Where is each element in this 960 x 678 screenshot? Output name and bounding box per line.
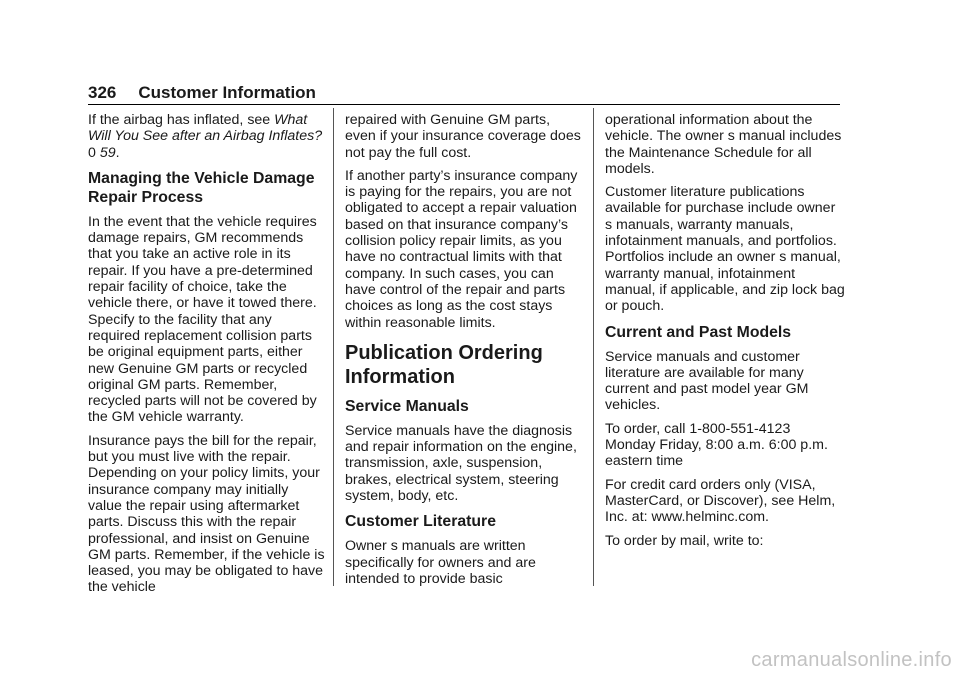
page-number: 326 xyxy=(88,83,117,102)
paragraph-insurance: Insurance pays the bill for the repair, but you must live with the repair. Depending on your policy limits, your insurance company may initially value the repair using aftermarket parts. Discuss this with the repair professional, and insist on Genuine GM parts. Remember, if the vehicle is leased, you may be obligated to have the vehicle xyxy=(88,432,325,596)
paragraph-genuine-parts: repaired with Genuine GM parts, even if your insurance coverage does not pay the full cost. xyxy=(345,112,581,161)
paragraph-order-phone: To order, call 1-800-551-4123 Monday Friday, 8:00 a.m. 6:00 p.m. eastern time xyxy=(605,420,828,470)
paragraph-service-manuals: Service manuals have the diagnosis and repair information on the engine, transmission, axle, suspension, brakes, electrical system, steering system, body, etc. xyxy=(345,422,577,505)
paragraph-another-party: If another party’s insurance company is paying for the repairs, you are not obligated to accept a repair valuation based on that insurance company’s collision policy repair limits, as you have no contractual limits with that company. In such cases, you can have control of the repair and parts choices as long as the cost stays within reasonable limits. xyxy=(345,167,578,331)
heading-publication-ordering: Publication Ordering Information xyxy=(345,341,543,388)
paragraph-literature-publications: Customer literature publications available for purchase include owner s manuals, warranty manuals, infotainment manuals, and portfolios. Portfolios include an owner s manual, warranty manual, infotainment manual, if applicable, and zip lock bag or pouch. xyxy=(605,184,845,315)
page-ref-icon: 0 xyxy=(88,144,96,161)
heading-managing-damage: Managing the Vehicle Damage Repair Process xyxy=(88,169,315,206)
column-3 xyxy=(605,112,845,556)
watermark: carmanualsonline.info xyxy=(751,649,952,671)
section-title: Customer Information xyxy=(138,83,316,102)
page-header xyxy=(88,82,840,105)
cross-reference-link[interactable]: What Will You See after an Airbag Inflates? xyxy=(88,112,323,145)
column-2 xyxy=(345,112,581,594)
page-ref-number[interactable]: 59 xyxy=(99,144,116,161)
paragraph-mail-order: To order by mail, write to: xyxy=(605,532,764,549)
paragraph-current-past: Service manuals and customer literature are available for many current and past model year GM vehicles. xyxy=(605,348,809,414)
heading-service-manuals: Service Manuals xyxy=(345,397,469,415)
column-1 xyxy=(88,112,326,603)
paragraph-airbag: If the airbag has inflated, see What Will You See after an Airbag Inflates? 0 59. xyxy=(88,112,323,161)
column-divider-2 xyxy=(593,108,594,586)
heading-customer-literature: Customer Literature xyxy=(345,513,496,531)
column-divider-1 xyxy=(333,108,334,586)
paragraph-operational-info: operational information about the vehicle. The owner s manual includes the Maintenance Schedule for all models. xyxy=(605,112,842,177)
heading-current-past-models: Current and Past Models xyxy=(605,323,792,341)
paragraph-credit-card: For credit card orders only (VISA, MasterCard, or Discover), see Helm, Inc. at: www.helminc.com. xyxy=(605,476,836,526)
paragraph-damage-repairs: In the event that the vehicle requires damage repairs, GM recommends that you take an active role in its repair. If you have a pre-determined repair facility of choice, take the vehicle there, or have it towed there. Specify to the facility that any required replacement collision parts be original equipment parts, either new Genuine GM parts or recycled original GM parts. Remember, recycled parts will not be covered by the GM vehicle warranty. xyxy=(88,213,317,426)
paragraph-owner-manuals: Owner s manuals are written specifically for owners and are intended to provide basic xyxy=(345,538,536,587)
